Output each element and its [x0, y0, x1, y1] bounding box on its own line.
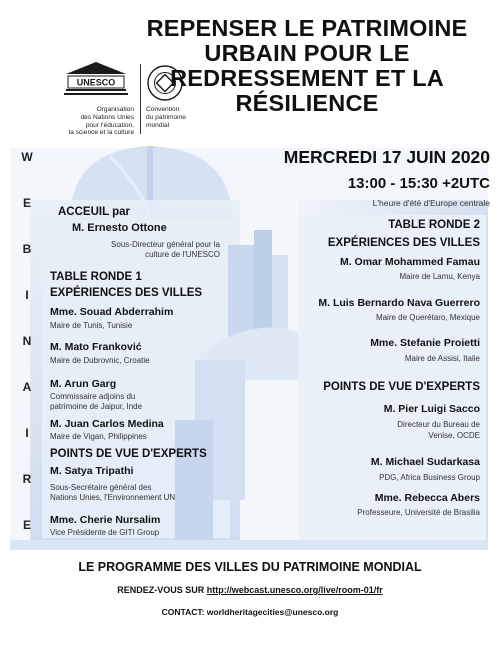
- right-experts-title: POINTS DE VUE D'EXPERTS: [323, 381, 480, 393]
- left-experts-title: POINTS DE VUE D'EXPERTS: [50, 448, 207, 460]
- table2-title: TABLE RONDE 2: [388, 219, 480, 231]
- expert-name: M. Pier Luigi Sacco: [383, 403, 480, 415]
- welcome-role-line-2: culture de l'UNESCO: [145, 250, 220, 259]
- timezone-note: L'heure d'été d'Europe centrale: [372, 198, 490, 208]
- speaker-role-line-2: patrimoine de Jaipur, Inde: [50, 402, 143, 411]
- org-line-1: Organisation: [96, 106, 134, 113]
- title-line-2: URBAIN POUR LE: [204, 40, 410, 66]
- convention-line-1: Convention: [146, 106, 180, 113]
- table2-subtitle: EXPÉRIENCES DES VILLES: [327, 237, 480, 249]
- event-date: MERCREDI 17 JUIN 2020: [283, 147, 490, 167]
- expert-name: M. Michael Sudarkasa: [370, 456, 480, 468]
- welcome-label: ACCEUIL par: [58, 206, 130, 218]
- speaker-name: M. Mato Franković: [50, 341, 142, 353]
- page-title: [118, 16, 496, 116]
- speaker-name: M. Arun Garg: [50, 378, 117, 390]
- vertical-letter-i2: I: [25, 426, 29, 440]
- speaker-role: Maire de Dubrovnic, Croatie: [50, 356, 150, 365]
- speaker-role: Maire de Lamu, Kenya: [399, 272, 480, 281]
- speaker-role: Maire de Vigan, Philippines: [50, 432, 147, 441]
- expert-role: PDG, Africa Business Group: [379, 473, 480, 482]
- org-line-4: la science et la culture: [68, 129, 134, 137]
- contact-line: CONTACT: worldheritagecities@unesco.org: [161, 607, 339, 617]
- expert-role: Professeure, Université de Brasilia: [357, 508, 480, 517]
- expert-role-line-1: Directeur du Bureau de: [397, 420, 480, 429]
- vertical-letter-i: I: [25, 288, 29, 302]
- welcome-name: M. Ernesto Ottone: [72, 222, 167, 234]
- vertical-letter-r: R: [22, 472, 32, 486]
- vertical-letter-e2: E: [22, 518, 31, 532]
- expert-name: Mme. Cherie Nursalim: [50, 514, 161, 526]
- unesco-logo-word: UNESCO: [76, 77, 116, 88]
- speaker-role: Maire de Assisi, Italie: [404, 354, 480, 363]
- expert-name: M. Satya Tripathi: [50, 465, 134, 477]
- speaker-role: Maire de Querétaro, Mexique: [375, 313, 480, 322]
- expert-role-line-1: Sous-Secrétaire général des: [50, 483, 152, 492]
- expert-role: Vice Présidente de GITI Group: [50, 528, 160, 537]
- convention-line-2: du patrimoine: [146, 113, 186, 121]
- welcome-role: [50, 240, 220, 260]
- vertical-letter-a: A: [22, 380, 32, 394]
- org-line-3: pour l'éducation,: [85, 121, 134, 129]
- welcome-role-line-1: Sous-Directeur général pour la: [111, 240, 220, 249]
- org-line-2: des Nations Unies: [80, 113, 134, 121]
- speaker-name: M. Omar Mohammed Famau: [339, 256, 480, 268]
- title-line-4: RÉSILIENCE: [235, 90, 379, 116]
- speaker-name: Mme. Souad Abderrahim: [50, 306, 174, 318]
- vertical-letter-w: W: [21, 150, 33, 164]
- vertical-letter-e: E: [22, 196, 31, 210]
- rendezvous-line: [0, 585, 500, 595]
- webcast-link[interactable]: http://webcast.unesco.org/live/room-01/fr: [206, 585, 383, 595]
- speaker-role: Maire de Tunis, Tunisie: [50, 321, 133, 330]
- vertical-letter-n: N: [22, 334, 32, 348]
- rendezvous-label: RENDEZ-VOUS SUR: [117, 585, 207, 595]
- title-line-3: REDRESSEMENT ET LA: [170, 65, 444, 91]
- table1-title: TABLE RONDE 1: [50, 271, 142, 283]
- table1-subtitle: EXPÉRIENCES DES VILLES: [50, 287, 203, 299]
- vertical-letter-b: B: [22, 242, 32, 256]
- convention-line-3: mondial: [146, 121, 170, 129]
- speaker-role-line-1: Commissaire adjoins du: [50, 392, 136, 401]
- speaker-name: M. Luis Bernardo Nava Guerrero: [318, 297, 480, 309]
- speaker-name: Mme. Stefanie Proietti: [370, 337, 480, 349]
- expert-name: Mme. Rebecca Abers: [374, 492, 480, 504]
- expert-role-line-2: Venise, OCDE: [428, 431, 480, 440]
- expert-role-line-2: Nations Unies, l'Environnement UN: [50, 493, 176, 502]
- title-line-1: REPENSER LE PATRIMOINE: [146, 15, 468, 41]
- programme-title: LE PROGRAMME DES VILLES DU PATRIMOINE MONDIAL: [78, 560, 422, 574]
- event-time: 13:00 - 15:30 +2UTC: [347, 175, 490, 192]
- speaker-name: M. Juan Carlos Medina: [50, 418, 164, 430]
